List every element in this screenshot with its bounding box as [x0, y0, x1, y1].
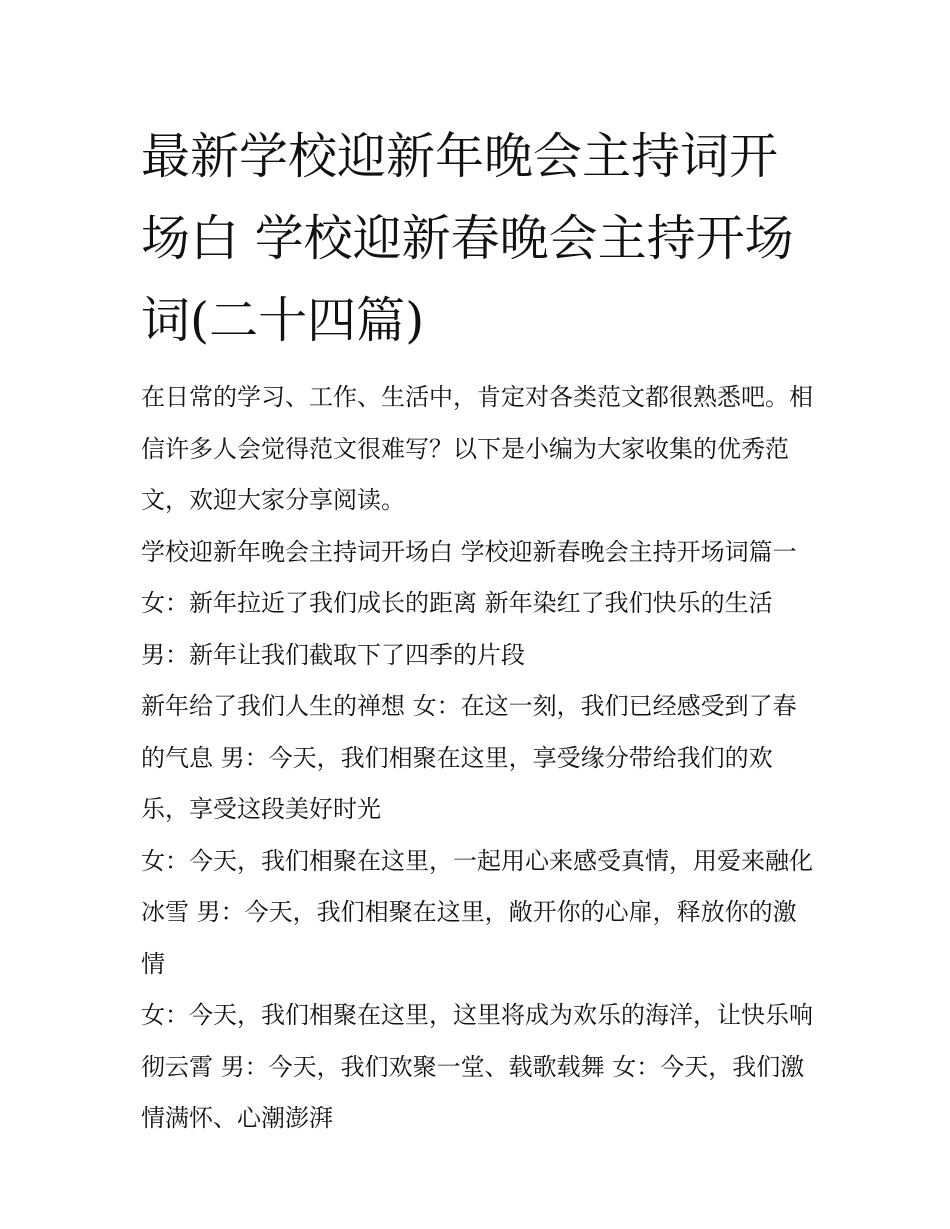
body-paragraph: 女：今天，我们相聚在这里，一起用心来感受真情，用爱来融化冰雪 男：今天，我们相聚在这里，敞开你的心扉，释放你的激情	[141, 846, 813, 978]
body-paragraph: 女：今天，我们相聚在这里，这里将成为欢乐的海洋，让快乐响彻云霄 男：今天，我们欢聚一堂、载歌载舞 女：今天，我们激情满怀、心潮澎湃	[141, 1001, 813, 1132]
document-title: 最新学校迎新年晚会主持词开场白 学校迎新春晚会主持开场词(二十四篇)	[141, 128, 794, 349]
section-heading-paragraph: 学校迎新年晚会主持词开场白 学校迎新春晚会主持开场词篇一 女：新年拉近了我们成长的距离 新年染红了我们快乐的生活 男：新年让我们截取下了四季的片段	[141, 537, 797, 669]
intro-paragraph: 在日常的学习、工作、生活中，肯定对各类范文都很熟悉吧。相信许多人会觉得范文很难写？以下是小编为大家收集的优秀范文，欢迎大家分享阅读。	[141, 383, 813, 514]
body-paragraph: 新年给了我们人生的禅想 女：在这一刻，我们已经感受到了春的气息 男：今天，我们相聚在这里，享受缘分带给我们的欢乐，享受这段美好时光	[141, 692, 797, 823]
document-body	[141, 116, 813, 1145]
